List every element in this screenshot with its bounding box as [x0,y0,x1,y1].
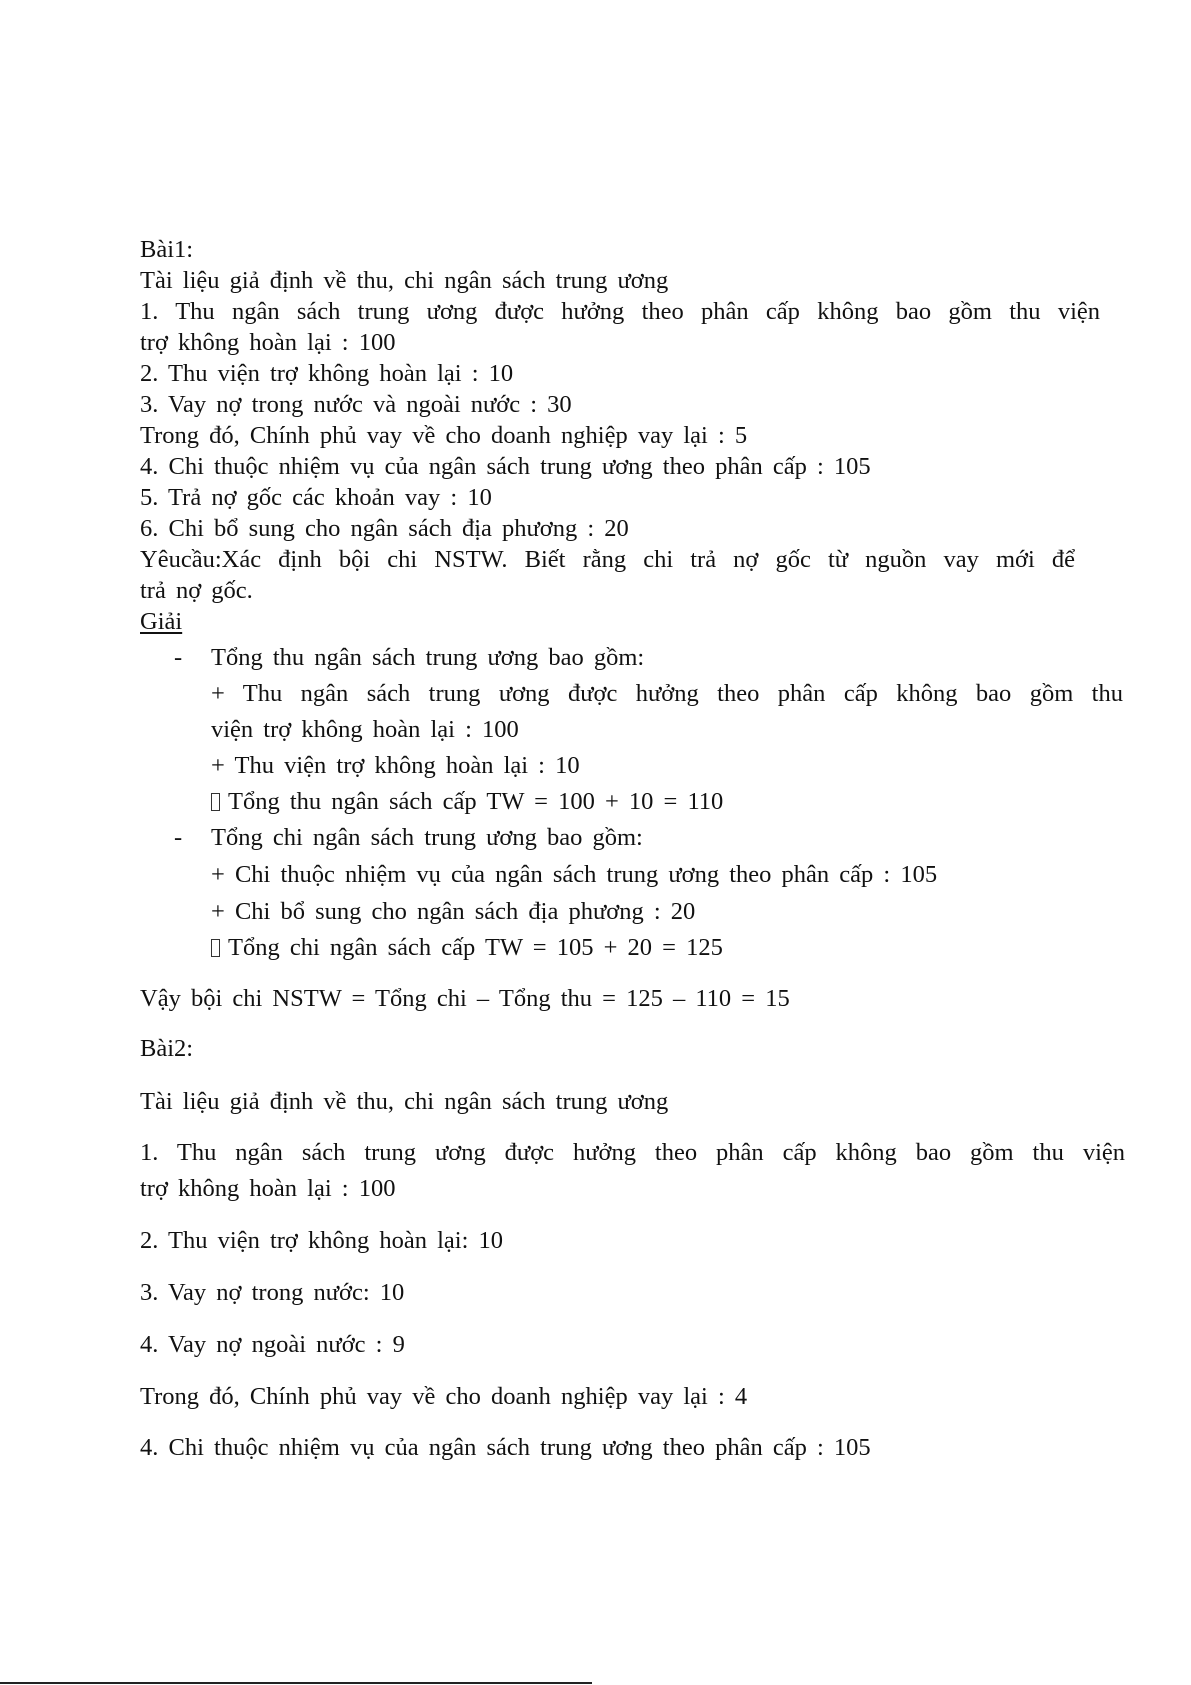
exercise-2-subtitle: Tài liệu giả định về thu, chi ngân sách trung ương [140,1088,669,1115]
exercise-1-requirement-line-2: trả nợ gốc. [140,577,253,604]
exercise-1-item-1-line-2: trợ không hoàn lại : 100 [140,329,396,356]
revenue-total-text: Tổng thu ngân sách cấp TW = 100 + 10 = 110 [228,788,724,815]
exercise-1-item-2: 2. Thu viện trợ không hoàn lại : 10 [140,360,514,387]
exercise-1-title: Bài1: [140,236,194,263]
exercise-2-title: Bài2: [140,1035,194,1062]
exercise-1-requirement-line-1: Yêucầu:Xác định bội chi NSTW. Biết rằng chi trả nợ gốc từ nguồn vay mới để [140,546,1075,573]
revenue-item-2: + Thu viện trợ không hoàn lại : 10 [211,752,580,779]
implies-arrow-icon [211,793,220,811]
exercise-2-item-2: 2. Thu viện trợ không hoàn lại: 10 [140,1227,504,1254]
footer-rule [0,1682,592,1684]
revenue-item-1-line-2: viện trợ không hoàn lại : 100 [211,716,519,743]
conclusion: Vậy bội chi NSTW = Tổng chi – Tổng thu = 125 – 110 = 15 [140,985,790,1012]
exercise-1-note: Trong đó, Chính phủ vay về cho doanh nghiệp vay lại : 5 [140,422,748,449]
exercise-1-subtitle: Tài liệu giả định về thu, chi ngân sách trung ương [140,267,669,294]
implies-arrow-icon [211,939,220,957]
expense-total [211,933,723,963]
exercise-2-item-5: 4. Chi thuộc nhiệm vụ của ngân sách trung ương theo phân cấp : 105 [140,1434,871,1461]
exercise-1-item-1-line-1: 1. Thu ngân sách trung ương được hưởng theo phân cấp không bao gồm thu viện [140,298,1100,325]
expense-item-2: + Chi bổ sung cho ngân sách địa phương : 20 [211,898,696,925]
solution-label: Giải [140,608,183,635]
exercise-2-note: Trong đó, Chính phủ vay về cho doanh nghiệp vay lại : 4 [140,1383,748,1410]
exercise-1-item-3: 3. Vay nợ trong nước và ngoài nước : 30 [140,391,572,418]
expense-total-text: Tổng chi ngân sách cấp TW = 105 + 20 = 125 [228,934,723,961]
revenue-item-1-line-1: + Thu ngân sách trung ương được hưởng theo phân cấp không bao gồm thu [211,680,1123,707]
expense-heading: Tổng chi ngân sách trung ương bao gồm: [211,824,643,851]
exercise-1-item-4: 4. Chi thuộc nhiệm vụ của ngân sách trung ương theo phân cấp : 105 [140,453,871,480]
exercise-1-item-5: 5. Trả nợ gốc các khoản vay : 10 [140,484,492,511]
exercise-2-item-1-line-1: 1. Thu ngân sách trung ương được hưởng theo phân cấp không bao gồm thu viện [140,1139,1125,1166]
bullet-dash: - [174,644,183,671]
bullet-dash: - [174,824,183,851]
revenue-heading: Tổng thu ngân sách trung ương bao gồm: [211,644,645,671]
exercise-1-item-6: 6. Chi bổ sung cho ngân sách địa phương : 20 [140,515,629,542]
exercise-2-item-4: 4. Vay nợ ngoài nước : 9 [140,1331,405,1358]
revenue-total [211,787,723,817]
exercise-2-item-3: 3. Vay nợ trong nước: 10 [140,1279,405,1306]
exercise-2-item-1-line-2: trợ không hoàn lại : 100 [140,1175,396,1202]
expense-item-1: + Chi thuộc nhiệm vụ của ngân sách trung ương theo phân cấp : 105 [211,861,938,888]
